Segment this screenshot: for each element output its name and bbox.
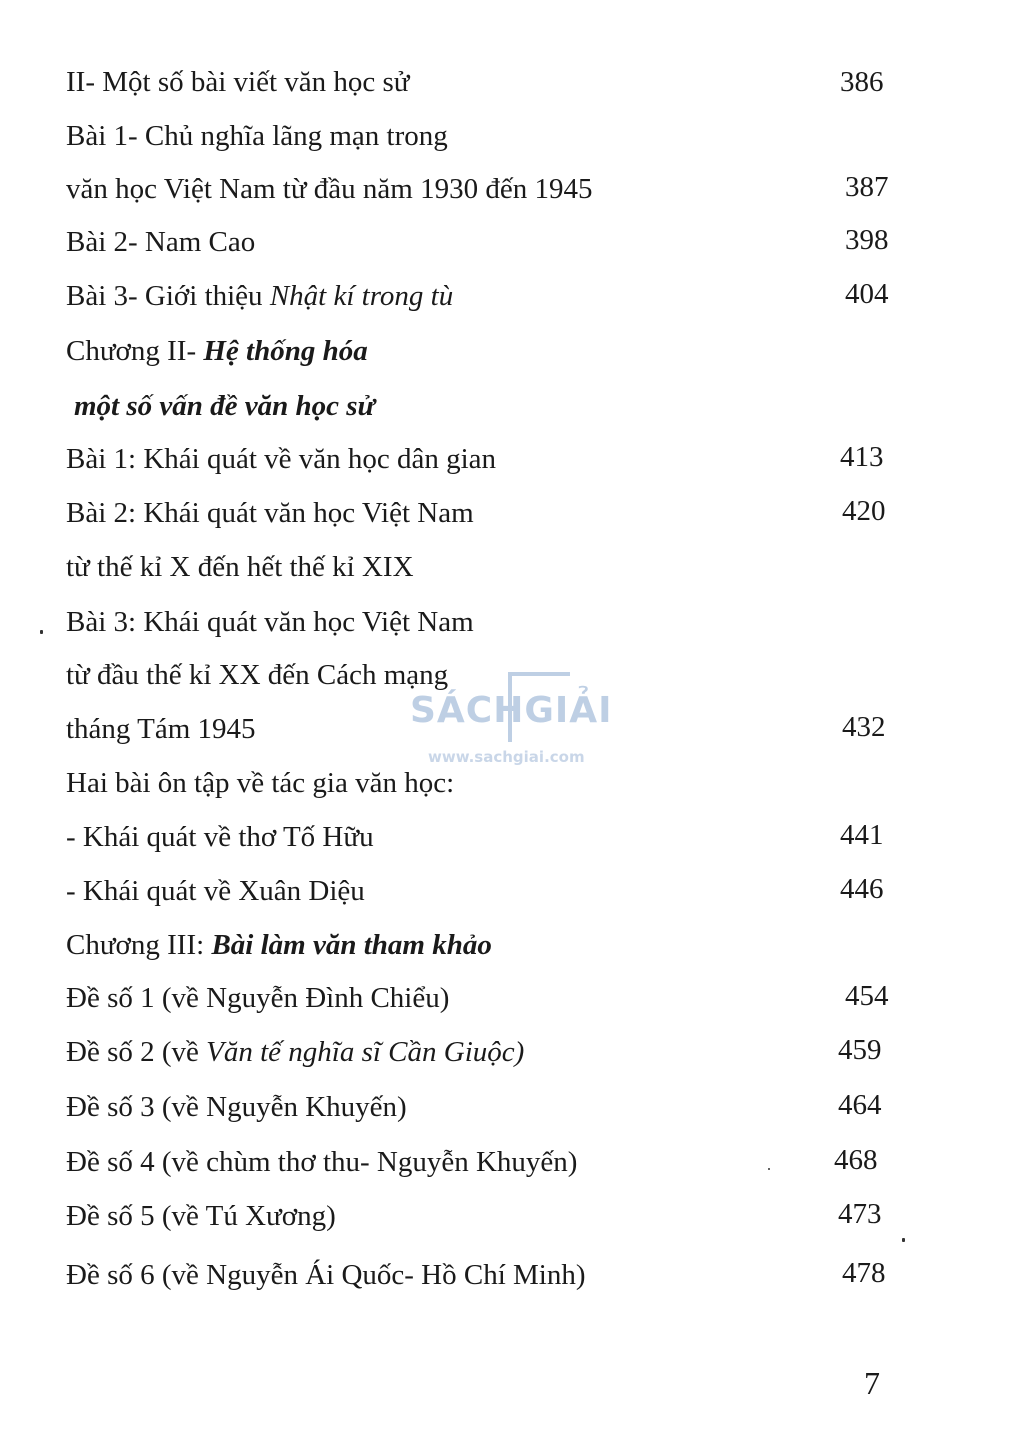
toc-entry	[66, 980, 449, 1016]
toc-entry	[66, 819, 374, 855]
toc-entry	[66, 1144, 577, 1180]
toc-entry-text: Hai bài ôn tập về tác gia văn học:	[66, 767, 455, 799]
toc-chapter-label: Chương II-	[66, 335, 204, 367]
toc-entry-text: Bài 2- Nam Cao	[66, 226, 256, 258]
toc-chapter-title: một số vấn đề văn học sử	[74, 390, 375, 422]
toc-entry-text: từ thế kỉ X đến hết thế kỉ XIX	[66, 551, 414, 583]
scan-speck	[768, 1168, 770, 1170]
toc-page-number: 432	[842, 711, 886, 743]
toc-page-number: 468	[834, 1144, 878, 1176]
toc-entry	[66, 711, 256, 747]
toc-chapter-title: Bài làm văn tham khảo	[211, 929, 492, 961]
toc-entry-prefix: Đề số 2 (về	[66, 1036, 207, 1068]
toc-entry	[66, 765, 454, 801]
toc-page-number: 387	[845, 171, 889, 203]
toc-entry-text: Bài 2: Khái quát văn học Việt Nam	[66, 497, 474, 529]
toc-entry	[66, 64, 410, 100]
toc-entry	[66, 1198, 336, 1234]
toc-entry-text: văn học Việt Nam từ đầu năm 1930 đến 1945	[66, 173, 593, 205]
toc-entry-text: Bài 1: Khái quát về văn học dân gian	[66, 443, 497, 475]
toc-entry-text: Đề số 6 (về Nguyễn Ái Quốc- Hồ Chí Minh)	[66, 1259, 586, 1291]
toc-chapter-heading	[66, 333, 368, 369]
toc-page-number: 420	[842, 495, 886, 527]
toc-entry	[66, 1089, 407, 1125]
toc-entry	[66, 495, 474, 531]
toc-entry	[66, 1257, 586, 1293]
toc-chapter-label: Chương III:	[66, 929, 212, 961]
toc-entry-text: Đề số 4 (về chùm thơ thu- Nguyễn Khuyến)	[66, 1146, 578, 1178]
toc-entry-text: Bài 3: Khái quát văn học Việt Nam	[66, 606, 474, 638]
toc-entry-prefix: Bài 3- Giới thiệu	[66, 280, 270, 312]
toc-entry-work-title: Nhật kí trong tù	[269, 280, 454, 312]
toc-entry	[66, 873, 365, 909]
toc-entry	[66, 441, 496, 477]
toc-entry-text: Đề số 3 (về Nguyễn Khuyến)	[66, 1091, 407, 1123]
watermark-url: www.sachgiai.com	[428, 748, 585, 766]
toc-entry	[66, 657, 448, 693]
toc-page-number: 473	[838, 1198, 882, 1230]
toc-page-number: 386	[840, 66, 884, 98]
toc-page-number: 459	[838, 1034, 882, 1066]
scan-speck	[40, 630, 43, 634]
toc-entry-text: tháng Tám 1945	[66, 713, 256, 745]
toc-entry-text: Đề số 1 (về Nguyễn Đình Chiểu)	[66, 982, 450, 1014]
toc-entry	[66, 278, 453, 314]
toc-page-number: 454	[845, 980, 889, 1012]
toc-page-number: 398	[845, 224, 889, 256]
toc-chapter-heading	[74, 388, 375, 424]
toc-entry-text: từ đầu thế kỉ XX đến Cách mạng	[66, 659, 449, 691]
toc-entry	[66, 171, 592, 207]
page-number: 7	[864, 1365, 880, 1401]
toc-page-number: 478	[842, 1257, 886, 1289]
toc-entry	[66, 604, 474, 640]
toc-entry	[66, 1034, 524, 1070]
toc-page-number: 446	[840, 873, 884, 905]
toc-page-number: 441	[840, 819, 884, 851]
toc-chapter-heading	[66, 927, 492, 963]
toc-page-number: 404	[845, 278, 889, 310]
scan-speck	[902, 1238, 905, 1242]
toc-entry	[66, 224, 255, 260]
toc-entry	[66, 118, 448, 154]
toc-page-number: 413	[840, 441, 884, 473]
watermark-logo-text: SÁCHGIẢI	[410, 690, 613, 731]
toc-chapter-title: Hệ thống hóa	[203, 335, 368, 367]
watermark	[410, 672, 620, 772]
toc-entry	[66, 549, 414, 585]
toc-entry-text: - Khái quát về Xuân Diệu	[66, 875, 365, 907]
toc-page-number: 464	[838, 1089, 882, 1121]
toc-entry-work-title: Văn tế nghĩa sĩ Cần Giuộc)	[206, 1036, 525, 1068]
toc-entry-text: - Khái quát về thơ Tố Hữu	[66, 821, 374, 853]
toc-entry-text: Đề số 5 (về Tú Xương)	[66, 1200, 336, 1232]
toc-entry-text: Bài 1- Chủ nghĩa lãng mạn trong	[66, 120, 448, 152]
toc-entry-text: II- Một số bài viết văn học sử	[66, 66, 410, 98]
